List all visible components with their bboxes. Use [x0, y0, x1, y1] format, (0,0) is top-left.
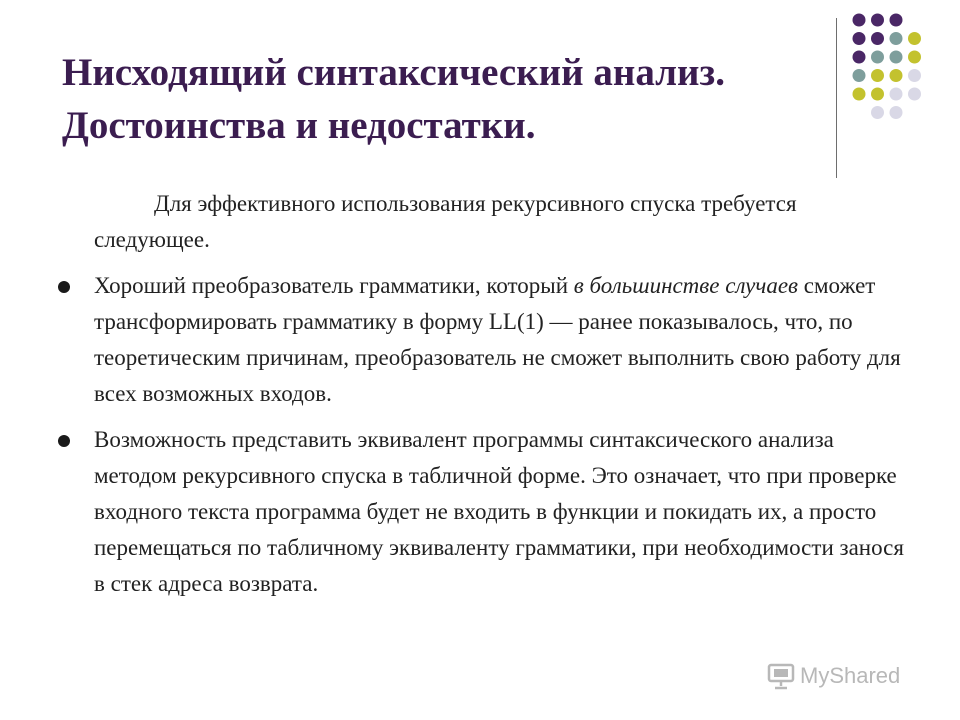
decorative-dot: [908, 51, 921, 64]
slide-body: [94, 186, 914, 612]
bullet-text-start: Хороший преобразователь грамматики, который: [94, 273, 574, 298]
watermark-text: MyShared: [800, 663, 901, 688]
decorative-dot: [853, 14, 866, 27]
decorative-dot: [890, 88, 903, 101]
decorative-dot: [890, 51, 903, 64]
decorative-dot: [871, 32, 884, 45]
bullet-text: Возможность представить эквивалент программы синтаксического анализа методом рекурсивного спуска в табличной форме. Это означает, что при проверке входного текста программа будет не входить в функции и покидать их, а просто перемещаться по табличному эквиваленту грамматики, при необходимости занося в стек адреса возврата.: [94, 427, 904, 596]
title-line-2: Достоинства и недостатки.: [62, 104, 536, 147]
watermark: [766, 656, 900, 696]
decorative-dot: [890, 69, 903, 82]
bullet-dot-icon: [58, 435, 70, 447]
bullet-text-end: сможет трансформировать грамматику в форму LL(1) — ранее показывалось, что, по теоретическим причинам, преобразователь не сможет выполнить свою работу для всех возможных входов.: [94, 273, 901, 406]
bullet-item: [94, 422, 914, 602]
decorative-dot: [871, 88, 884, 101]
presentation-icon: [766, 661, 796, 691]
decorative-dot: [871, 106, 884, 119]
decorative-dot: [890, 32, 903, 45]
decorative-dot: [890, 106, 903, 119]
intro-paragraph: Для эффективного использования рекурсивного спуска требуется следующее.: [94, 191, 797, 252]
decorative-dot: [890, 14, 903, 27]
decorative-dot: [908, 69, 921, 82]
decorative-dot: [908, 88, 921, 101]
decorative-dot: [853, 69, 866, 82]
decorative-dot: [908, 32, 921, 45]
decorative-dot: [871, 69, 884, 82]
decorative-dot: [871, 51, 884, 64]
bullet-dot-icon: [58, 281, 70, 293]
bullet-text-emphasis: в большинстве случаев: [573, 273, 799, 298]
decorative-dot-grid: [0, 0, 960, 200]
decorative-dot: [853, 51, 866, 64]
bullet-item: [94, 268, 914, 412]
decorative-dot: [871, 14, 884, 27]
decorative-dot: [853, 88, 866, 101]
title-line-1: Нисходящий синтаксический анализ.: [62, 51, 725, 94]
decorative-dot: [853, 32, 866, 45]
